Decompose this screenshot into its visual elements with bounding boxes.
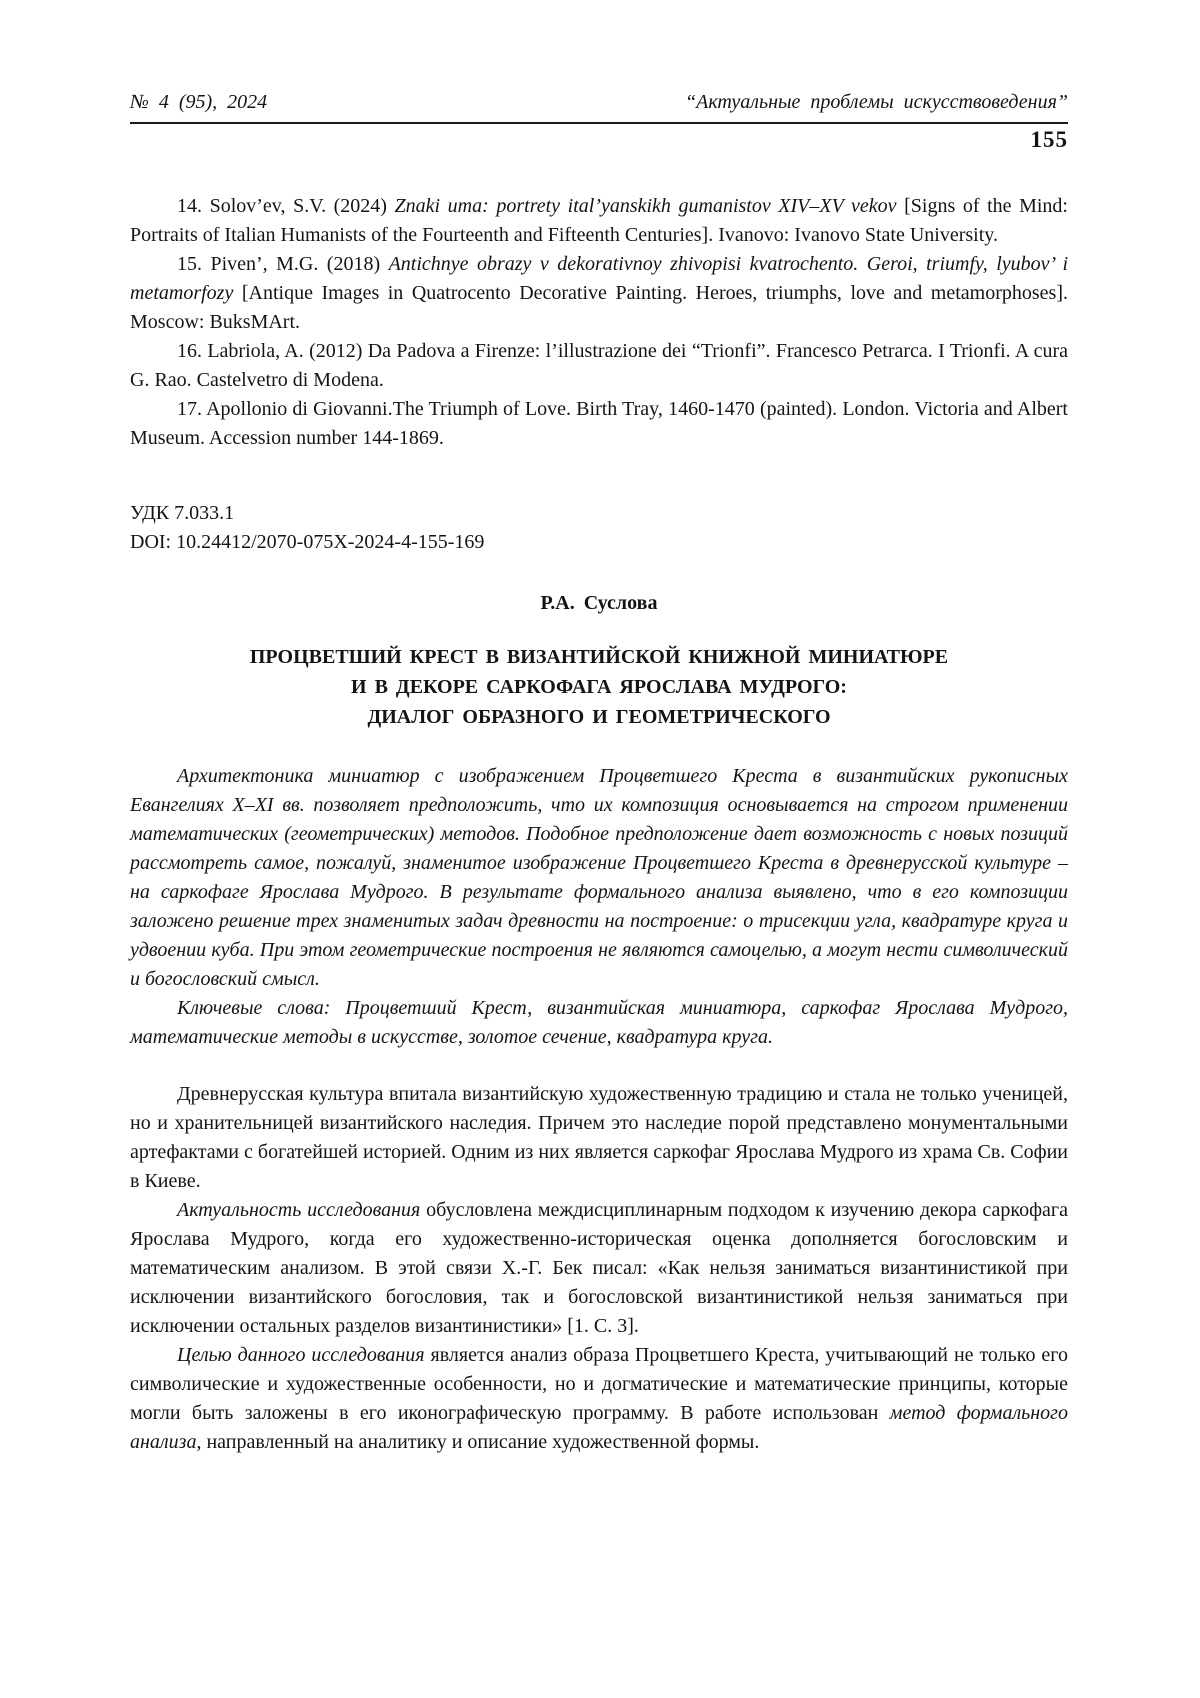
reference-item: 14. Solov’ev, S.V. (2024) Znaki uma: portrety ital’yanskikh gumanistov XIV–XV vekov [Signs of the Mind: Portraits of Italian Humanists of the Fourteenth and Fifteenth Centuries]. Ivanovo: Ivanovo State University. — [130, 195, 1068, 246]
author-name: Р.А. Суслова — [540, 592, 658, 614]
reference-item: 15. Piven’, M.G. (2018) Antichnye obrazy v dekorativnoy zhivopisi kvatrochento. Geroi, triumfy, lyubov’ i metamorfozy [Antique Images in Quatrocento Decorative Painting. Heroes, triumphs, love and metamorphoses]. Moscow: BuksMArt. — [130, 253, 1069, 333]
issue-number: № 4 (95), 2024 — [130, 91, 268, 113]
abstract-text: Архитектоника миниатюр с изображением Процветшего Креста в византийских рукописных Евангелиях X–XI вв. позволяет предположить, что их композиция основывается на строгом применении математических (геометрических) методов. Подобное предположение дает возможность с новых позиций рассмотреть самое, пожалуй, знаменитое изображение Процветшего Креста в древнерусской культуре – на саркофаге Ярослава Мудрого. В результате формального анализа выявлено, что в его композиции заложено решение трех знаменитых задач древности на построение: о трисекции угла, квадратуре круга и удвоении куба. При этом геометрические построения не являются самоцелью, а могут нести символический и богословский смысл. — [130, 765, 1068, 990]
folio-row — [130, 125, 1068, 156]
body-paragraph: Актуальность исследования обусловлена междисциплинарным подходом к изучению декора саркофага Ярослава Мудрого, когда его художественно-историческая оценка дополняется богословским и математическим анализом. В этой связи Х.-Г. Бек писал: «Как нельзя заниматься византинистикой при исключении византийского богословия, так и богословской византинистикой нельзя заниматься при исключении остальных разделов византинистики» [1. С. 3]. — [130, 1199, 1069, 1337]
article-body — [130, 1080, 1068, 1457]
reference-item: 16. Labriola, A. (2012) Da Padova a Firenze: l’illustrazione dei “Trionfi”. Francesco Petrarca. I Trionfi. A cura G. Rao. Castelvetro di Modena. — [130, 340, 1068, 391]
body-paragraph: Древнерусская культура впитала византийскую художественную традицию и стала не только ученицей, но и хранительницей византийского наследия. Причем это наследие порой представлено монументальными артефактами с богатейшей историей. Одним из них является саркофаг Ярослава Мудрого из храма Св. Софии в Киеве. — [130, 1083, 1068, 1192]
journal-title: “Актуальные проблемы искусствоведения” — [685, 91, 1068, 113]
body-paragraph: Целью данного исследования является анализ образа Процветшего Креста, учитывающий не только его символические и художественные особенности, но и догматические и математические принципы, которые могли быть заложены в его иконографическую программу. В работе использован метод формального анализа, направленный на аналитику и описание художественной формы. — [130, 1344, 1068, 1453]
abstract-section — [130, 762, 1068, 1052]
article-meta — [130, 499, 1068, 557]
doi-line: DOI: 10.24412/2070-075X-2024-4-155-169 — [130, 531, 485, 553]
article-title-line: ПРОЦВЕТШИЙ КРЕСТ В ВИЗАНТИЙСКОЙ КНИЖНОЙ МИНИАТЮРЕ — [249, 646, 949, 668]
reference-item: 17. Apollonio di Giovanni.The Triumph of Love. Birth Tray, 1460-1470 (painted). London. Victoria and Albert Museum. Accession number 144-1869. — [130, 398, 1068, 449]
article-title — [130, 642, 1068, 732]
references-section — [130, 192, 1068, 453]
article-title-line: ДИАЛОГ ОБРАЗНОГО И ГЕОМЕТРИЧЕСКОГО — [367, 706, 831, 728]
page-number: 155 — [1030, 127, 1068, 152]
udc-line: УДК 7.033.1 — [130, 502, 235, 524]
article-title-line: И В ДЕКОРЕ САРКОФАГА ЯРОСЛАВА МУДРОГО: — [351, 676, 847, 698]
running-head — [130, 88, 1068, 124]
keywords-text: Ключевые слова: Процветший Крест, византийская миниатюра, саркофаг Ярослава Мудрого, математические методы в искусстве, золотое сечение, квадратура круга. — [130, 997, 1068, 1048]
